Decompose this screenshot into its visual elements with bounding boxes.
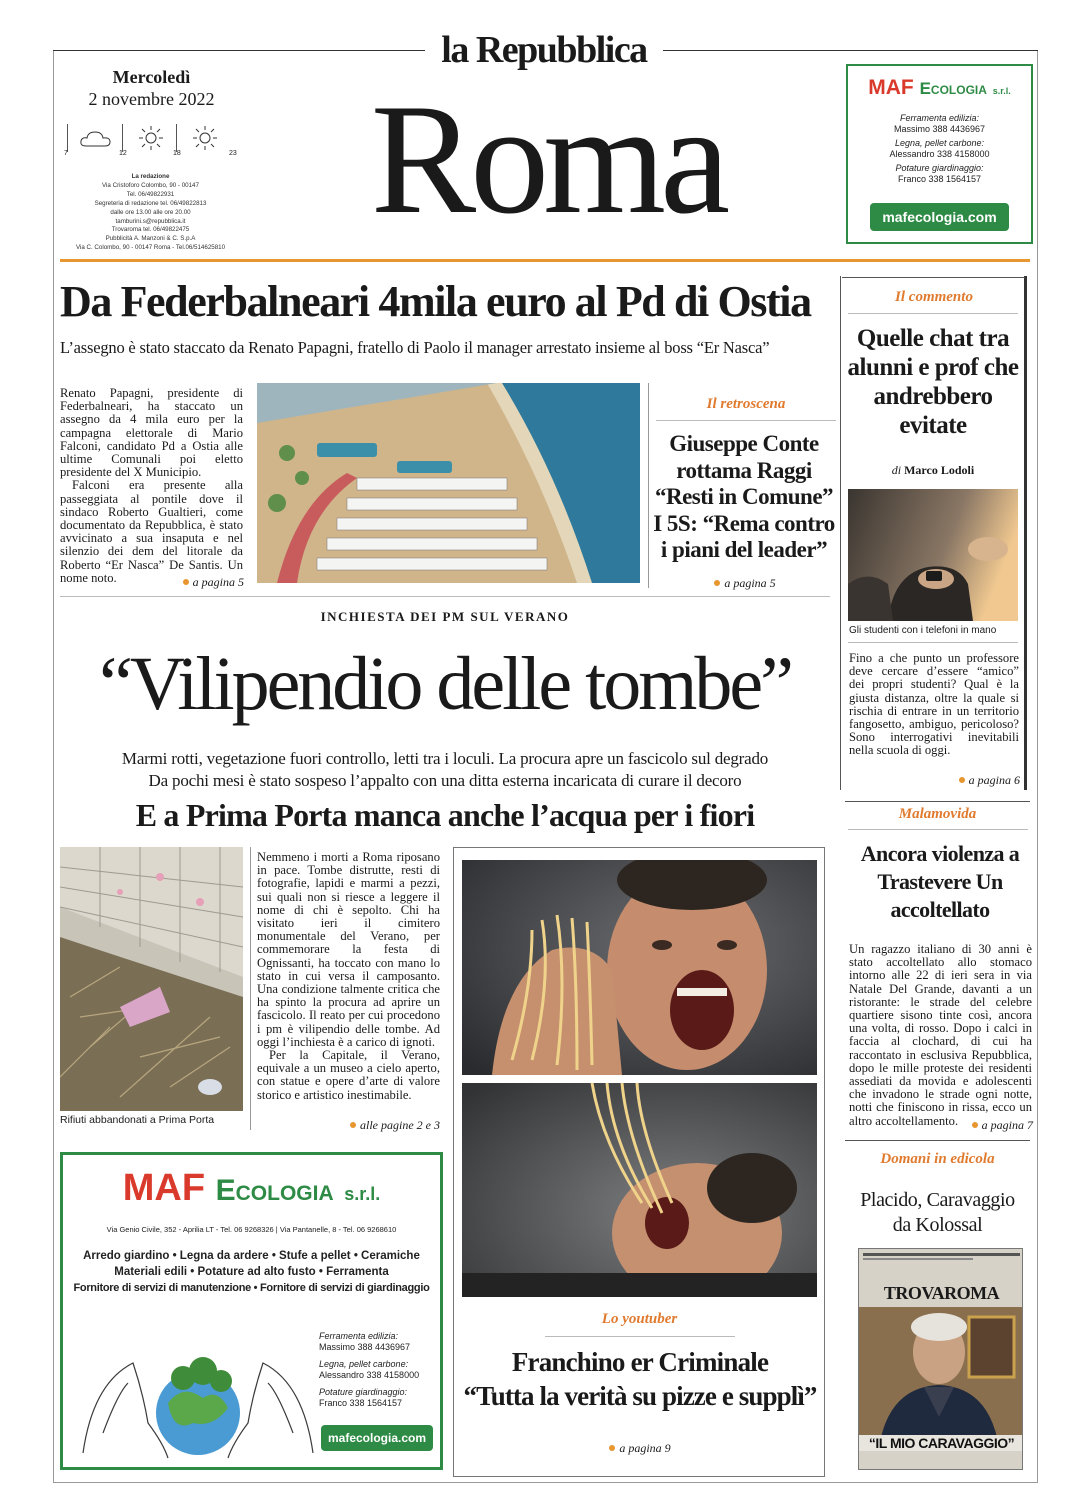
commento-kicker: Il commento: [895, 289, 973, 305]
ad-contact-label: Legna, pellet carbone:: [894, 138, 985, 148]
ad-contact-value: Franco 338 1564157: [897, 174, 982, 184]
ad-logo: MAF Ecologia s.r.l.: [868, 76, 1011, 99]
ad-contact-value: Massimo 388 4436967: [893, 124, 986, 134]
lead-paragraph: Renato Papagni, presidente di Federbalneari, ha staccato un assegno da 4 mila euro per la campagna elettorale di Mario Falconi, candidato Pd a Ostia alle ultime Comunali poi eletto presidente del X Municipio.: [60, 386, 243, 480]
ad-contact-label: Ferramenta edilizia:: [899, 113, 980, 123]
weather-temp: 7: [64, 150, 68, 157]
youtuber-pageref[interactable]: a pagina 9: [560, 1437, 720, 1456]
youtuber-photo-bottom: [462, 1083, 817, 1297]
weather-temp: 12: [119, 150, 127, 157]
cloud-icon: [78, 128, 114, 150]
weather-temp: 23: [229, 150, 237, 157]
ad-top[interactable]: [846, 64, 1033, 244]
lead-pageref[interactable]: a pagina 5: [150, 571, 244, 590]
sun-icon: [190, 124, 220, 152]
ad-contact-value: Massimo 388 4436967: [319, 1342, 411, 1352]
domani-headline[interactable]: Placido, Caravaggio da Kolossal: [860, 1189, 1015, 1236]
commento-headline[interactable]: Quelle chat tra alunni e prof che andrebbero evitate: [847, 325, 1019, 439]
hands-globe-icon: [73, 1323, 323, 1463]
ad-contact-label: Legna, pellet carbone:: [319, 1359, 409, 1369]
ad-services-1: Arredo giardino • Legna da ardere • Stufe a pellet • Ceramiche: [83, 1250, 420, 1262]
ad-logo: MAF Ecologia s.r.l.: [122, 1167, 381, 1209]
weather-temp: 18: [173, 150, 181, 157]
prima-porta-caption: Rifiuti abbandonati a Prima Porta: [60, 1114, 215, 1126]
trovaroma-title: “IL MIO CARAVAGGIO”: [859, 1435, 1023, 1451]
lead-subhead: L’assegno è stato staccato da Renato Papagni, fratello di Paolo il manager arrestato insieme al boss “Er Nasca”: [60, 338, 770, 357]
redazione-line: Trovaroma tel. 06/49822475: [111, 226, 190, 234]
edition-title: Roma: [370, 72, 725, 247]
lead-paragraph: Falconi era presente alla passeggiata al pontile dove il sindaco Roberto Gualtieri, come documentato da Repubblica, è stato avvicinato a sua insaputa e nel silenzio dei dem del litorale da Roberto “Er Nasca” De Santis. Un nome noto.: [60, 478, 243, 585]
redazione-block: [58, 173, 243, 253]
redazione-line: Pubblicità A. Manzoni & C. S.p.A: [105, 235, 196, 243]
ad-services-2: Materiali edili • Potature ad alto fusto • Ferramenta: [114, 1266, 389, 1278]
malamovida-body: Un ragazzo italiano di 30 anni è stato accoltellato allo stomaco intorno alle 22 di ieri sera in via Natale Del Grande, davanti a un ristorante: le strade del celebre quartiere sisono tinte così, ancora una volta, di rosso. Dopo i calci in faccia al clochard, di cui ha raccontato in esclusiva Repubblica, dopo le mille proteste dei residenti assediati da movida e adolescenti che invadono le strade ogni notte, notti che finiscono in rissa, ecco un altro accoltellamento.: [849, 942, 1032, 1128]
youtuber-headline-2[interactable]: “Tutta la verità su pizze e supplì”: [463, 1381, 817, 1411]
ad-address: Via Genio Civile, 352 - Aprilia LT - Tel. 06 9268326 | Via Pantanelle, 8 - Tel. 06 9268610: [106, 1225, 397, 1234]
ad-bottom[interactable]: [60, 1152, 443, 1470]
brand-logo: la Repubblica: [441, 29, 647, 71]
verano-headline[interactable]: “Vilipendio delle tombe”: [99, 642, 791, 726]
ad-contact-value: Franco 338 1564157: [319, 1398, 403, 1408]
commento-byline: di Marco Lodoli: [891, 463, 975, 477]
redazione-line: dalle ore 13.00 alle ore 20.00: [110, 208, 191, 216]
verano-subheadline[interactable]: E a Prima Porta manca anche l’acqua per i fiori: [135, 797, 755, 833]
ad-services-3: Fornitore di servizi di manutenzione • Fornitore di servizi di giardinaggio: [73, 1282, 430, 1294]
youtuber-photo-top: [462, 860, 817, 1075]
malamovida-pageref[interactable]: a pagina 7: [930, 1114, 1033, 1133]
retroscena-pageref[interactable]: a pagina 5: [680, 572, 810, 591]
commento-body: Fino a che punto un professore deve cercare d’essere “amico” dei propri studenti? Qual è la giusta distanza, oltre la quale si rischia di entrare in un territorio fangosetto, ambiguo, pericoloso? Sono interrogativi inevitabili nella scuola di oggi.: [849, 651, 1019, 758]
redazione-line: Via C. Colombo, 90 - 00147 Roma - Tel.06/514625810: [75, 244, 226, 252]
prima-porta-photo: [60, 847, 243, 1111]
weather-strip: [64, 122, 244, 160]
malamovida-headline[interactable]: Ancora violenza a Trastevere Un accoltellato: [860, 841, 1020, 922]
students-phones-photo: [848, 489, 1018, 621]
redazione-line: Tel. 06/49822931: [126, 190, 175, 198]
verano-deck-2: Da pochi mesi è stato sospeso l’appalto con una ditta esterna incaricata di curare il decoro: [148, 771, 742, 790]
orange-divider: [60, 259, 1030, 262]
verano-section: INCHIESTA DEI PM SUL VERANO: [320, 609, 570, 624]
retroscena-headline[interactable]: Giuseppe Conte rottama Raggi “Resti in Comune” I 5S: “Rema contro i piani del leader”: [653, 431, 835, 562]
ad-contact-label: Ferramenta edilizia:: [319, 1331, 399, 1341]
redazione-line: tamburini.s@repubblica.it: [115, 217, 186, 225]
redazione-title: La redazione: [131, 173, 170, 180]
ad-contact-value: Alessandro 338 4158000: [319, 1370, 420, 1380]
redazione-line: Via Cristoforo Colombo, 90 - 00147: [102, 181, 199, 189]
verano-paragraph: Nemmeno i morti a Roma riposano in pace. Tombe distrutte, resti di fotografie, lapidi e marmi a pezzi, sui quali non si riesce a leggere il nome di chi è sepolto. Chi ha visitato ieri il cimitero monumentale del Verano, per commemorare la festa di Ognissanti, ha toccato con mano lo stato in cui versa il camposanto. Una condizione talmente critica che ha spinto la procura ad aprire un fascicolo. Il reato per cui procedono i pm è vilipendio delle tombe. Ad oggi l’inchiesta è a carico di ignoti.: [257, 850, 440, 1049]
sun-icon: [136, 124, 166, 152]
ad-contact-label: Potature giardinaggio:: [319, 1387, 408, 1397]
ad-website-link[interactable]: mafecologia.com: [870, 203, 1009, 231]
redazione-line: Segreteria di redazione tel. 06/49822813: [94, 199, 207, 207]
retroscena-kicker: Il retroscena: [706, 396, 786, 412]
ad-contact-label: Potature giardinaggio:: [895, 163, 984, 173]
ad-contact-value: Alessandro 338 4158000: [889, 149, 990, 159]
beach-photo: [257, 383, 640, 583]
verano-body: [257, 851, 440, 1102]
verano-paragraph: Per la Capitale, il Verano, equivale a un museo a cielo aperto, con statue e opere d’arte di valore storico e artistico inestimabile.: [257, 1048, 440, 1102]
trovaroma-cover[interactable]: [858, 1248, 1023, 1470]
ad-website-link[interactable]: mafecologia.com: [321, 1425, 433, 1451]
commento-pageref[interactable]: a pagina 6: [900, 769, 1020, 788]
commento-caption: Gli studenti con i telefoni in mano: [849, 625, 997, 636]
lead-headline[interactable]: Da Federbalneari 4mila euro al Pd di Ostia: [60, 277, 811, 326]
youtuber-kicker: Lo youtuber: [601, 1311, 678, 1327]
verano-pageref[interactable]: alle pagine 2 e 3: [320, 1114, 440, 1133]
verano-deck-1: Marmi rotti, vegetazione fuori controllo, letti tra i loculi. La procura apre un fascicolo sul degrado: [121, 749, 769, 768]
lead-body: [60, 387, 243, 585]
trovaroma-brand: TROVAROMA: [883, 1283, 1000, 1303]
malamovida-kicker: Malamovida: [898, 806, 977, 822]
date-day: Mercoledì: [112, 67, 191, 87]
domani-kicker: Domani in edicola: [880, 1151, 995, 1167]
youtuber-headline-1[interactable]: Franchino er Criminale: [511, 1347, 769, 1377]
date-full: 2 novembre 2022: [88, 89, 215, 109]
